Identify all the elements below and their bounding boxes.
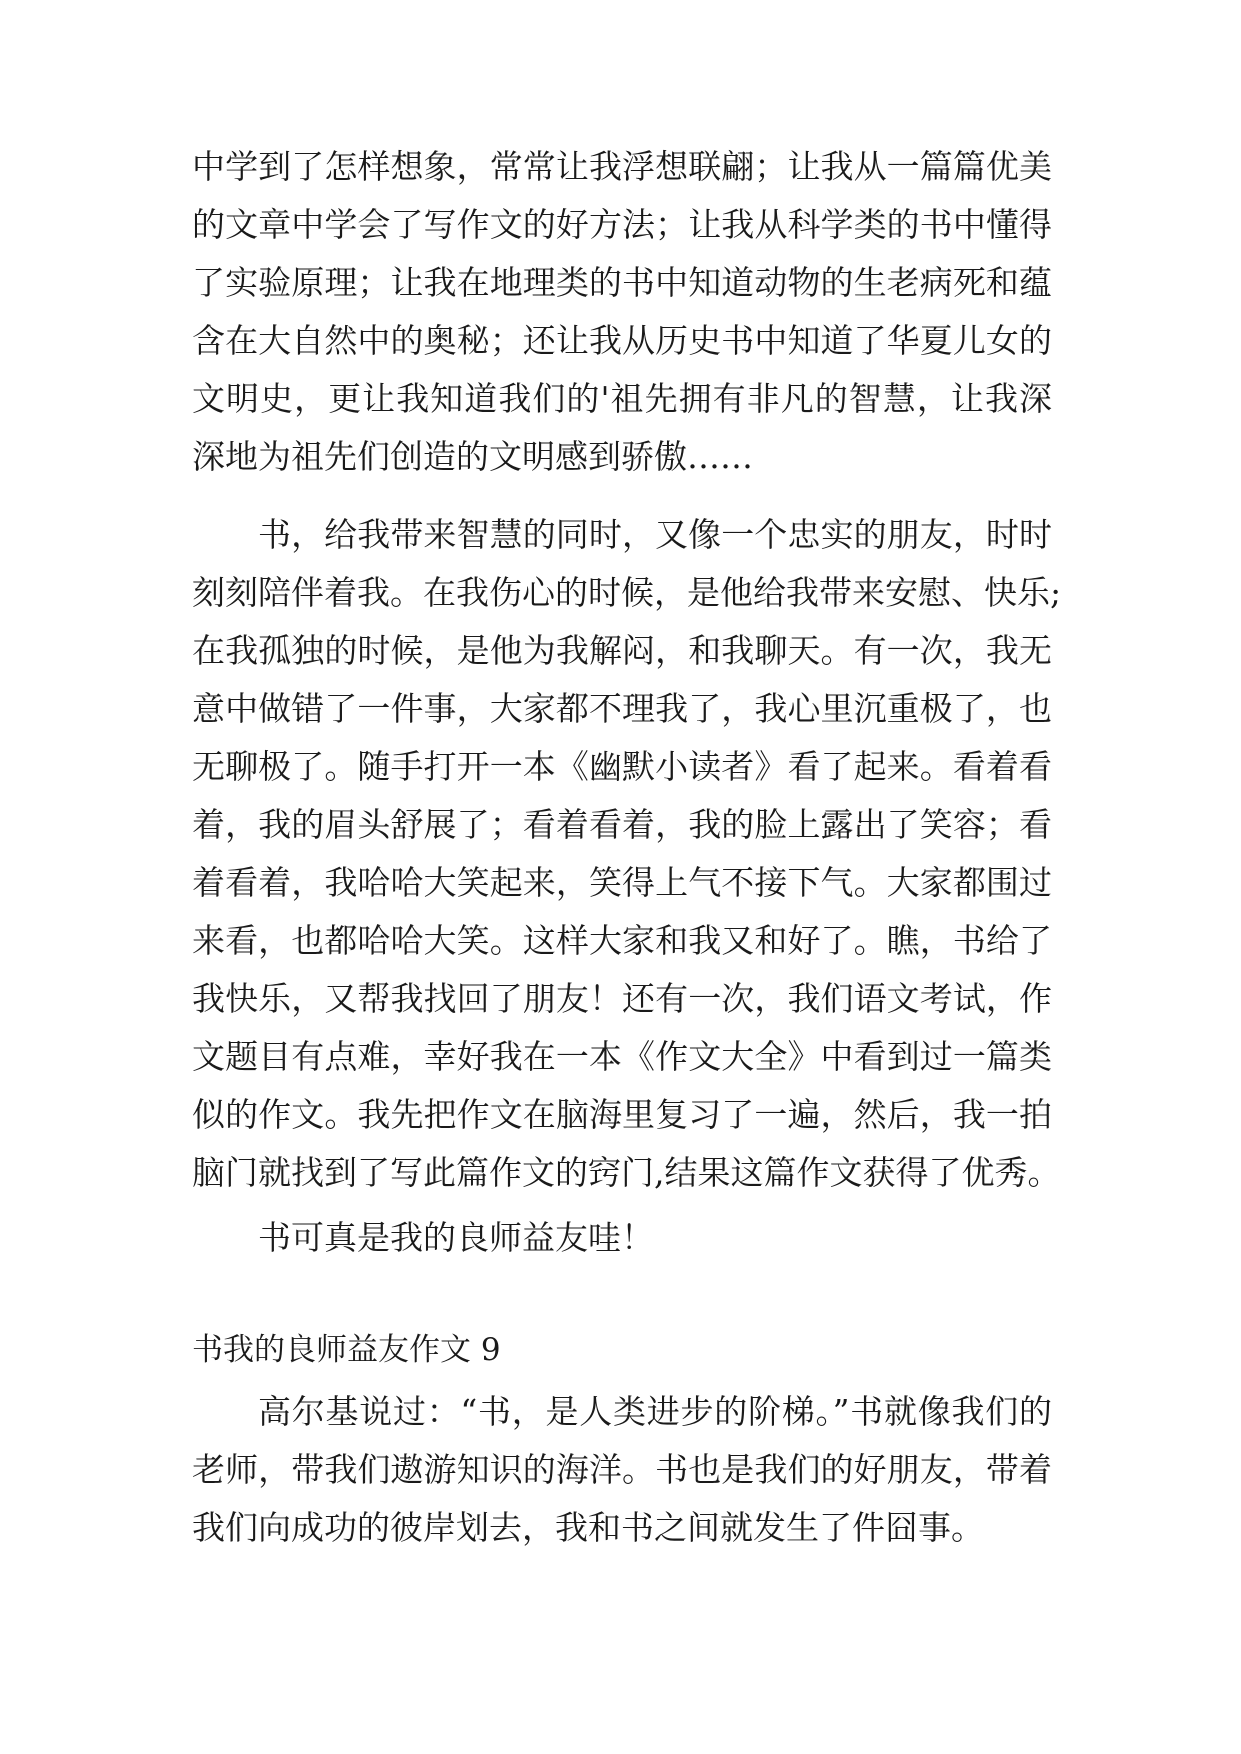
paragraph-1-line-5: 文明史，更让我知道我们的'祖先拥有非凡的智慧，让我深	[192, 379, 1052, 418]
paragraph-1-line-4: 含在大自然中的奥秘；还让我从历史书中知道了华夏儿女的	[192, 321, 1052, 360]
section-heading: 书我的良师益友作文 9	[192, 1332, 501, 1368]
paragraph-1-line-3: 了实验原理；让我在地理类的书中知道动物的生老病死和蕴	[192, 263, 1052, 302]
paragraph-1-line-1: 中学到了怎样想象，常常让我浮想联翩；让我从一篇篇优美	[192, 147, 1052, 186]
paragraph-2-line-11: 似的作文。我先把作文在脑海里复习了一遍，然后，我一拍	[192, 1095, 1052, 1134]
paragraph-2-line-5: 无聊极了。随手打开一本《幽默小读者》看了起来。看着看	[192, 747, 1052, 786]
section-paragraph-line-2: 老师，带我们遨游知识的海洋。书也是我们的好朋友，带着	[192, 1450, 1052, 1489]
paragraph-2-line-1: 书，给我带来智慧的同时，又像一个忠实的朋友，时时	[258, 515, 1052, 554]
paragraph-1-line-6: 深地为祖先们创造的文明感到骄傲……	[192, 437, 753, 476]
paragraph-2-line-12: 脑门就找到了写此篇作文的窍门,结果这篇作文获得了优秀。	[192, 1153, 1061, 1192]
paragraph-1-line-2: 的文章中学会了写作文的好方法；让我从科学类的书中懂得	[192, 205, 1052, 244]
section-paragraph-line-3: 我们向成功的彼岸划去，我和书之间就发生了件囧事。	[192, 1508, 984, 1547]
paragraph-2-line-3: 在我孤独的时候，是他为我解闷，和我聊天。有一次，我无	[192, 631, 1052, 670]
paragraph-2-line-6: 着，我的眉头舒展了；看着看着，我的脸上露出了笑容；看	[192, 805, 1052, 844]
paragraph-2-line-10: 文题目有点难，幸好我在一本《作文大全》中看到过一篇类	[192, 1037, 1052, 1076]
paragraph-2-line-2: 刻刻陪伴着我。在我伤心的时候，是他给我带来安慰、快乐;	[192, 573, 1062, 612]
paragraph-2-line-8: 来看，也都哈哈大笑。这样大家和我又和好了。瞧，书给了	[192, 921, 1052, 960]
paragraph-2-line-9: 我快乐，又帮我找回了朋友！还有一次，我们语文考试，作	[192, 979, 1052, 1018]
section-paragraph-line-1: 高尔基说过：“书，是人类进步的阶梯。”书就像我们的	[258, 1392, 1052, 1431]
paragraph-2-line-7: 着看着，我哈哈大笑起来，笑得上气不接下气。大家都围过	[192, 863, 1052, 902]
paragraph-3-line-1: 书可真是我的良师益友哇！	[258, 1218, 654, 1257]
paragraph-2-line-4: 意中做错了一件事，大家都不理我了，我心里沉重极了，也	[192, 689, 1052, 728]
